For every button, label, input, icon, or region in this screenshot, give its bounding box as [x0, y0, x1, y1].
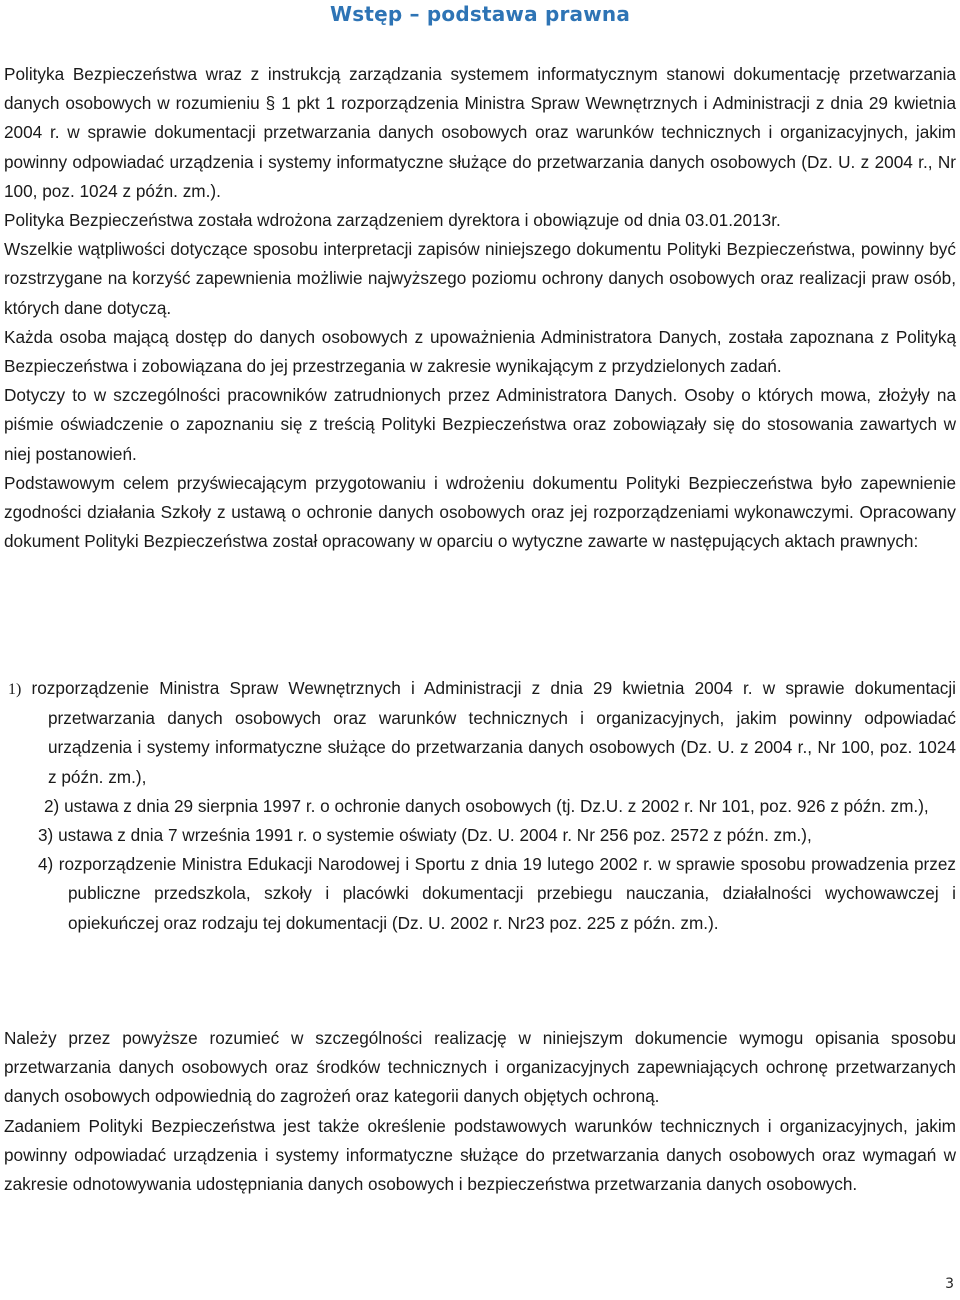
list-item: [4, 850, 956, 938]
list-item-text: rozporządzenie Ministra Edukacji Narodowej i Sportu z dnia 19 lutego 2002 r. w sprawie sposobu prowadzenia przez publiczne przedszkola, szkoły i placówki dokumentacji przebiegu nauczania, działalności wychowawczej i opiekuńczej oraz rodzaju tej dokumentacji (Dz. U. 2002 r. Nr23 poz. 225 z późn. zm.).: [58, 854, 956, 933]
page-title: Wstęp – podstawa prawna: [329, 2, 631, 26]
list-item: [4, 792, 956, 821]
legal-acts-list: [4, 674, 956, 938]
paragraph-legal-basis: Polityka Bezpieczeństwa wraz z instrukcją zarządzania systemem informatycznym stanowi dokumentację przetwarzania danych osobowych w rozumieniu § 1 pkt 1 rozporządzenia Ministra Spraw Wewnętrznych i Administracji z dnia 29 kwietnia 2004 r. w sprawie dokumentacji przetwarzania danych osobowych oraz warunków technicznych i organizacyjnych, jakim powinny odpowiadać urządzenia i systemy informatyczne służące do przetwarzania danych osobowych (Dz. U. z 2004 r., Nr 100, poz. 1024 z późn. zm.).: [4, 64, 956, 201]
paragraph-purpose: Podstawowym celem przyświecającym przygotowaniu i wdrożeniu dokumentu Polityki Bezpieczeństwa było zapewnienie zgodności działania Szkoły z ustawą o ochronie danych osobowych oraz jej rozporządzeniami wykonawczymi. Opracowany dokument Polityki Bezpieczeństwa został opracowany w oparciu o wytyczne zawarte w następujących aktach prawnych:: [4, 472, 956, 552]
intro-section: [4, 60, 956, 556]
list-item-number: 3): [38, 825, 54, 846]
paragraph-tasks: Zadaniem Polityki Bezpieczeństwa jest także określenie podstawowych warunków technicznych i organizacyjnych, jakim powinny odpowiadać urządzenia i systemy informatyczne służące do przetwarzania danych osobowych oraz wymagań w zakresie odnotowywania udostępniania danych osobowych i bezpieczeństwa przetwarzania danych osobowych.: [4, 1115, 956, 1195]
page-number: 3: [945, 1276, 954, 1292]
list-item: [4, 821, 956, 850]
list-item-text: ustawa z dnia 7 września 1991 r. o systemie oświaty (Dz. U. 2004 r. Nr 256 poz. 2572 z późn. zm.),: [58, 825, 812, 846]
paragraph-implementation-date: Polityka Bezpieczeństwa została wdrożona zarządzeniem dyrektora i obowiązuje od dnia 03.01.2013r.: [4, 210, 781, 231]
list-item-text: ustawa z dnia 29 sierpnia 1997 r. o ochronie danych osobowych (tj. Dz.U. z 2002 r. Nr 101, poz. 926 z późn. zm.),: [64, 795, 929, 816]
list-item-number: 4): [38, 854, 54, 875]
paragraph-authorized-persons: Każda osoba mającą dostęp do danych osobowych z upoważnienia Administratora Danych, została zapoznana z Polityką Bezpieczeństwa i zobowiązana do jej przestrzegania w zakresie wynikającym z przydzielonych zadań.: [4, 326, 956, 377]
list-item: [4, 674, 956, 792]
list-item-number: 1): [8, 681, 22, 698]
list-item-number: 2): [44, 795, 60, 816]
paragraph-employees: Dotyczy to w szczególności pracowników zatrudnionych przez Administratora Danych. Osoby o których mowa, złożyły na piśmie oświadczenie o zapoznaniu się z treścią Polityki Bezpieczeństwa oraz zobowiązały się do stosowania zawartych w niej postanowień.: [4, 385, 956, 464]
closing-section: [4, 1024, 956, 1199]
list-item-text: rozporządzenie Ministra Spraw Wewnętrznych i Administracji z dnia 29 kwietnia 2004 r. w sprawie dokumentacji przetwarzania danych osobowych oraz warunków technicznych i organizacyjnych, jakim powinny odpowiadać urządzenia i systemy informatyczne służące do przetwarzania danych osobowych (Dz. U. z 2004 r., Nr 100, poz. 1024 z późn. zm.),: [31, 678, 957, 787]
paragraph-scope: Należy przez powyższe rozumieć w szczególności realizację w niniejszym dokumencie wymogu opisania sposobu przetwarzania danych osobowych oraz środków technicznych i organizacyjnych zapewniających ochronę przetwarzanych danych osobowych odpowiednią do zagrożeń oraz kategorii danych objętych ochroną.: [4, 1028, 956, 1107]
paragraph-interpretation: Wszelkie wątpliwości dotyczące sposobu interpretacji zapisów niniejszego dokumentu Polityki Bezpieczeństwa, powinny być rozstrzygane na korzyść zapewnienia możliwie najwyższego poziomu ochrony danych osobowych oraz realizacji praw osób, których dane dotyczą.: [4, 239, 956, 318]
